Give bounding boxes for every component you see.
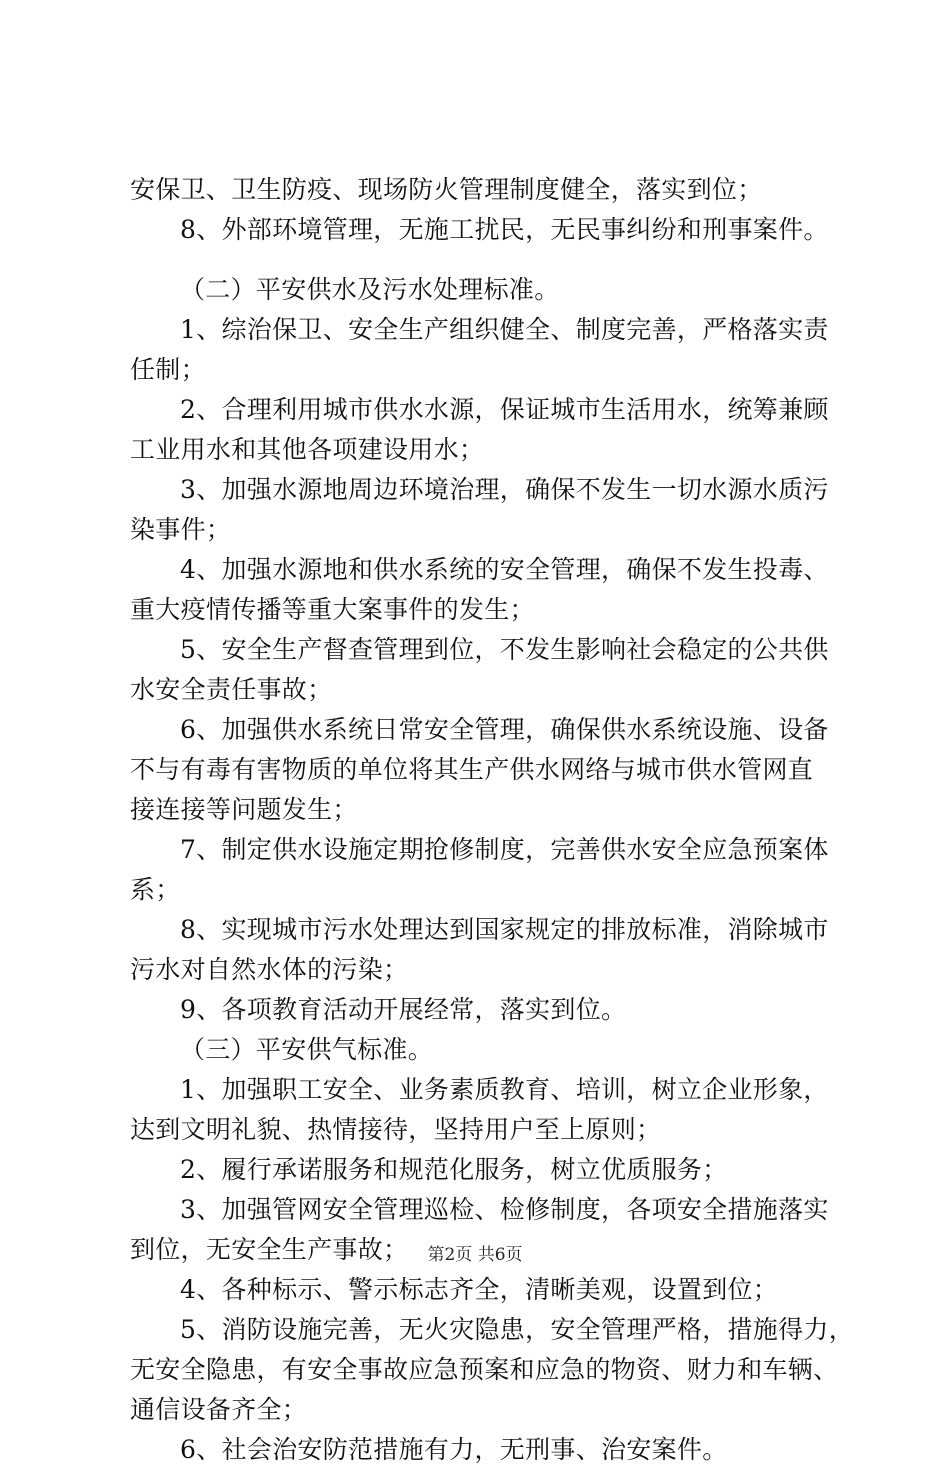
- body-line: 5、安全生产督查管理到位，不发生影响社会稳定的公共供: [180, 635, 829, 664]
- body-line: 无安全隐患，有安全事故应急预案和应急的物资、财力和车辆、: [130, 1355, 839, 1384]
- body-line: 8、实现城市污水处理达到国家规定的排放标准，消除城市: [180, 915, 829, 944]
- section-heading: （二）平安供水及污水处理标准。: [180, 275, 560, 304]
- body-line: 2、合理利用城市供水水源，保证城市生活用水，统筹兼顾: [180, 395, 829, 424]
- body-line: 4、加强水源地和供水系统的安全管理，确保不发生投毒、: [180, 555, 829, 584]
- body-line: 污水对自然水体的污染；: [130, 955, 409, 984]
- paragraph-gap: [130, 250, 840, 270]
- body-line: 6、加强供水系统日常安全管理，确保供水系统设施、设备: [180, 715, 829, 744]
- body-line: 任制；: [130, 355, 206, 384]
- body-line: 到位，无安全生产事故；: [130, 1235, 409, 1264]
- body-line: 3、加强水源地周边环境治理，确保不发生一切水源水质污: [180, 475, 829, 504]
- body-line: 通信设备齐全；: [130, 1395, 308, 1424]
- body-line: 达到文明礼貌、热情接待，坚持用户至上原则；: [130, 1115, 662, 1144]
- body-line: 2、履行承诺服务和规范化服务，树立优质服务；: [180, 1155, 728, 1184]
- body-line: 4、各种标示、警示标志齐全，清晰美观，设置到位；: [180, 1275, 779, 1304]
- body-line: 水安全责任事故；: [130, 675, 333, 704]
- body-line: 接连接等问题发生；: [130, 795, 358, 824]
- body-line: 3、加强管网安全管理巡检、检修制度，各项安全措施落实: [180, 1195, 829, 1224]
- body-line: 7、制定供水设施定期抢修制度，完善供水安全应急预案体: [180, 835, 829, 864]
- body-line: 重大疫情传播等重大案事件的发生；: [130, 595, 535, 624]
- section-heading: （三）平安供气标准。: [180, 1035, 434, 1064]
- body-line: 1、综治保卫、安全生产组织健全、制度完善，严格落实责: [180, 315, 829, 344]
- body-line: 工业用水和其他各项建设用水；: [130, 435, 485, 464]
- body-line: 不与有毒有害物质的单位将其生产供水网络与城市供水管网直: [130, 755, 814, 784]
- body-line: 8、外部环境管理，无施工扰民，无民事纠纷和刑事案件。: [180, 215, 829, 244]
- body-line: 1、加强职工安全、业务素质教育、培训，树立企业形象，: [180, 1075, 829, 1104]
- body-line: 5、消防设施完善，无火灾隐患，安全管理严格，措施得力，: [180, 1315, 855, 1344]
- body-line: 系；: [130, 875, 181, 904]
- document-body: [130, 170, 855, 1470]
- body-line: 9、各项教育活动开展经常，落实到位。: [180, 995, 627, 1024]
- body-line: 6、社会治安防范措施有力，无刑事、治安案件。: [180, 1435, 728, 1464]
- body-line: 安保卫、卫生防疫、现场防火管理制度健全，落实到位；: [130, 175, 763, 204]
- body-line: 染事件；: [130, 515, 232, 544]
- page-number-footer: 第2页 共6页: [427, 1245, 523, 1265]
